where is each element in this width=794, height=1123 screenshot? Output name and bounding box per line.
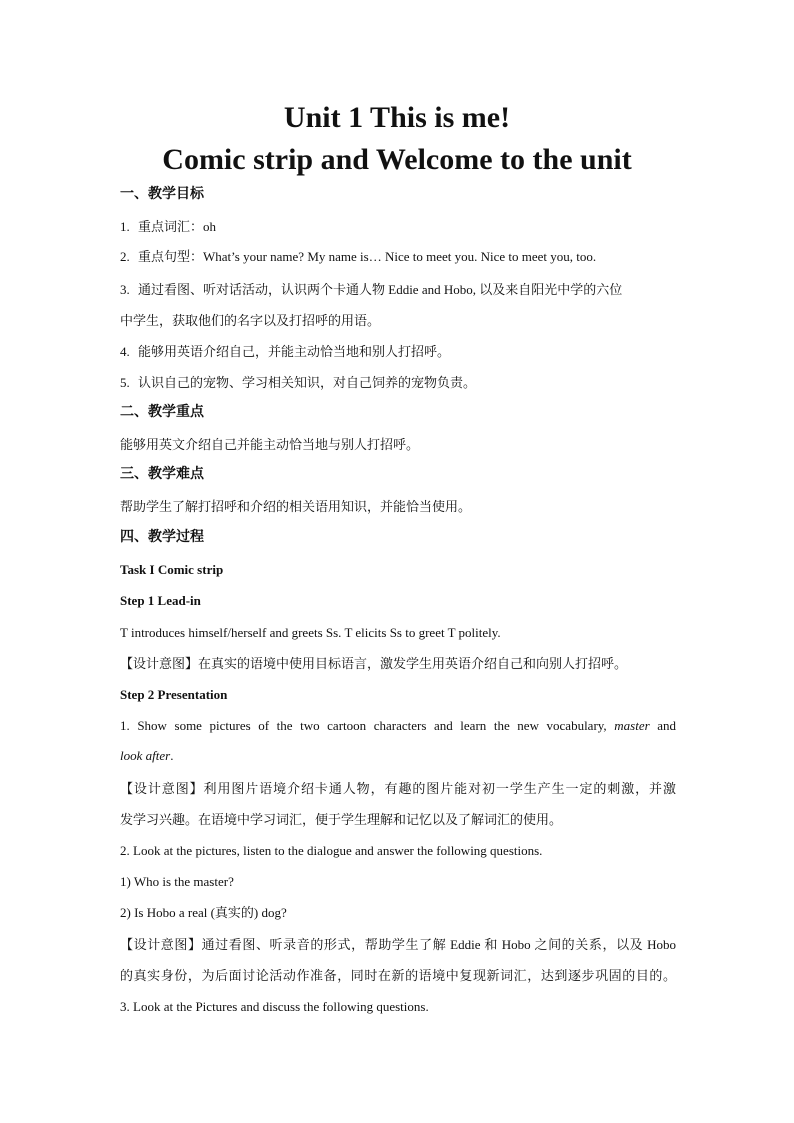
section-heading-difficulties: 三、教学难点 [120, 467, 204, 482]
item-text: . [170, 748, 174, 763]
goal-text: 通过看图、听对话活动，认识两个卡通人物 Eddie and Hobo, 以及来自阳光中学的六位 [138, 282, 623, 297]
section-heading-key-points: 二、教学重点 [120, 405, 204, 420]
goal-number: 2. [120, 249, 130, 264]
goal-number: 3. [120, 282, 130, 297]
goal-text: 中学生，获取他们的名字以及打招呼的用语。 [120, 313, 381, 328]
section-heading-objectives: 一、教学目标 [120, 187, 204, 202]
step-text-lead-in: T introduces himself/herself and greets Ss. T elicits Ss to greet T politely. [120, 625, 501, 640]
design-intent-2: 【设计意图】利用图片语境介绍卡通人物，有趣的图片能对初一学生产生一定的刺激，并激 [120, 781, 676, 796]
design-intent-3: 【设计意图】通过看图、听录音的形式，帮助学生了解 Eddie 和 Hobo 之间的关系，以及 Hobo [120, 937, 676, 952]
goal-text: 认识自己的宠物、学习相关知识，对自己饲养的宠物负责。 [138, 375, 477, 390]
document-title: Unit 1 This is me! [283, 101, 511, 134]
goal-text: 能够用英语介绍自己，并能主动恰当地和别人打招呼。 [138, 344, 451, 359]
question-2: 2) Is Hobo a real (真实的) dog? [120, 905, 287, 920]
presentation-item-3: 3. Look at the Pictures and discuss the following questions. [120, 999, 429, 1014]
design-intent-3-continuation: 的真实身份，为后面讨论活动作准备，同时在新的语境中复现新词汇，达到逐步巩固的目的。 [120, 968, 676, 983]
presentation-item-1 [120, 717, 676, 735]
goal-item [120, 374, 676, 392]
item-text: 1. Show some pictures of the two cartoon characters and learn the new vocabulary, [120, 718, 607, 733]
section-text-difficulties: 帮助学生了解打招呼和介绍的相关语用知识，并能恰当使用。 [120, 499, 472, 514]
design-intent-1: 【设计意图】在真实的语境中使用目标语言，激发学生用英语介绍自己和向别人打招呼。 [120, 656, 628, 671]
vocab-phrase: look after [120, 748, 171, 763]
section-heading-process: 四、教学过程 [120, 530, 204, 545]
step-heading-presentation: Step 2 Presentation [120, 687, 228, 702]
goal-item [120, 343, 676, 361]
goal-item [120, 218, 676, 236]
presentation-item-1-continuation [120, 747, 676, 765]
step-heading-lead-in: Step 1 Lead-in [120, 593, 201, 608]
goal-number: 5. [120, 375, 130, 390]
task-heading: Task I Comic strip [120, 562, 224, 577]
goal-item [120, 248, 676, 266]
goal-item [120, 281, 676, 299]
goal-number: 1. [120, 219, 130, 234]
presentation-item-2: 2. Look at the pictures, listen to the dialogue and answer the following questions. [120, 843, 543, 858]
item-text: and [657, 718, 677, 733]
goal-continuation [120, 312, 676, 330]
goal-number: 4. [120, 344, 130, 359]
document-subtitle: Comic strip and Welcome to the unit [162, 143, 632, 176]
goal-text: 重点句型：What’s your name? My name is… Nice to meet you. Nice to meet you, too. [138, 249, 597, 264]
goal-text: 重点词汇：oh [138, 219, 217, 234]
question-1: 1) Who is the master? [120, 874, 234, 889]
design-intent-2-continuation: 发学习兴趣。在语境中学习词汇，便于学生理解和记忆以及了解词汇的使用。 [120, 812, 563, 827]
vocab-word: master [614, 718, 650, 733]
section-text-key-points: 能够用英文介绍自己并能主动恰当地与别人打招呼。 [120, 437, 420, 452]
